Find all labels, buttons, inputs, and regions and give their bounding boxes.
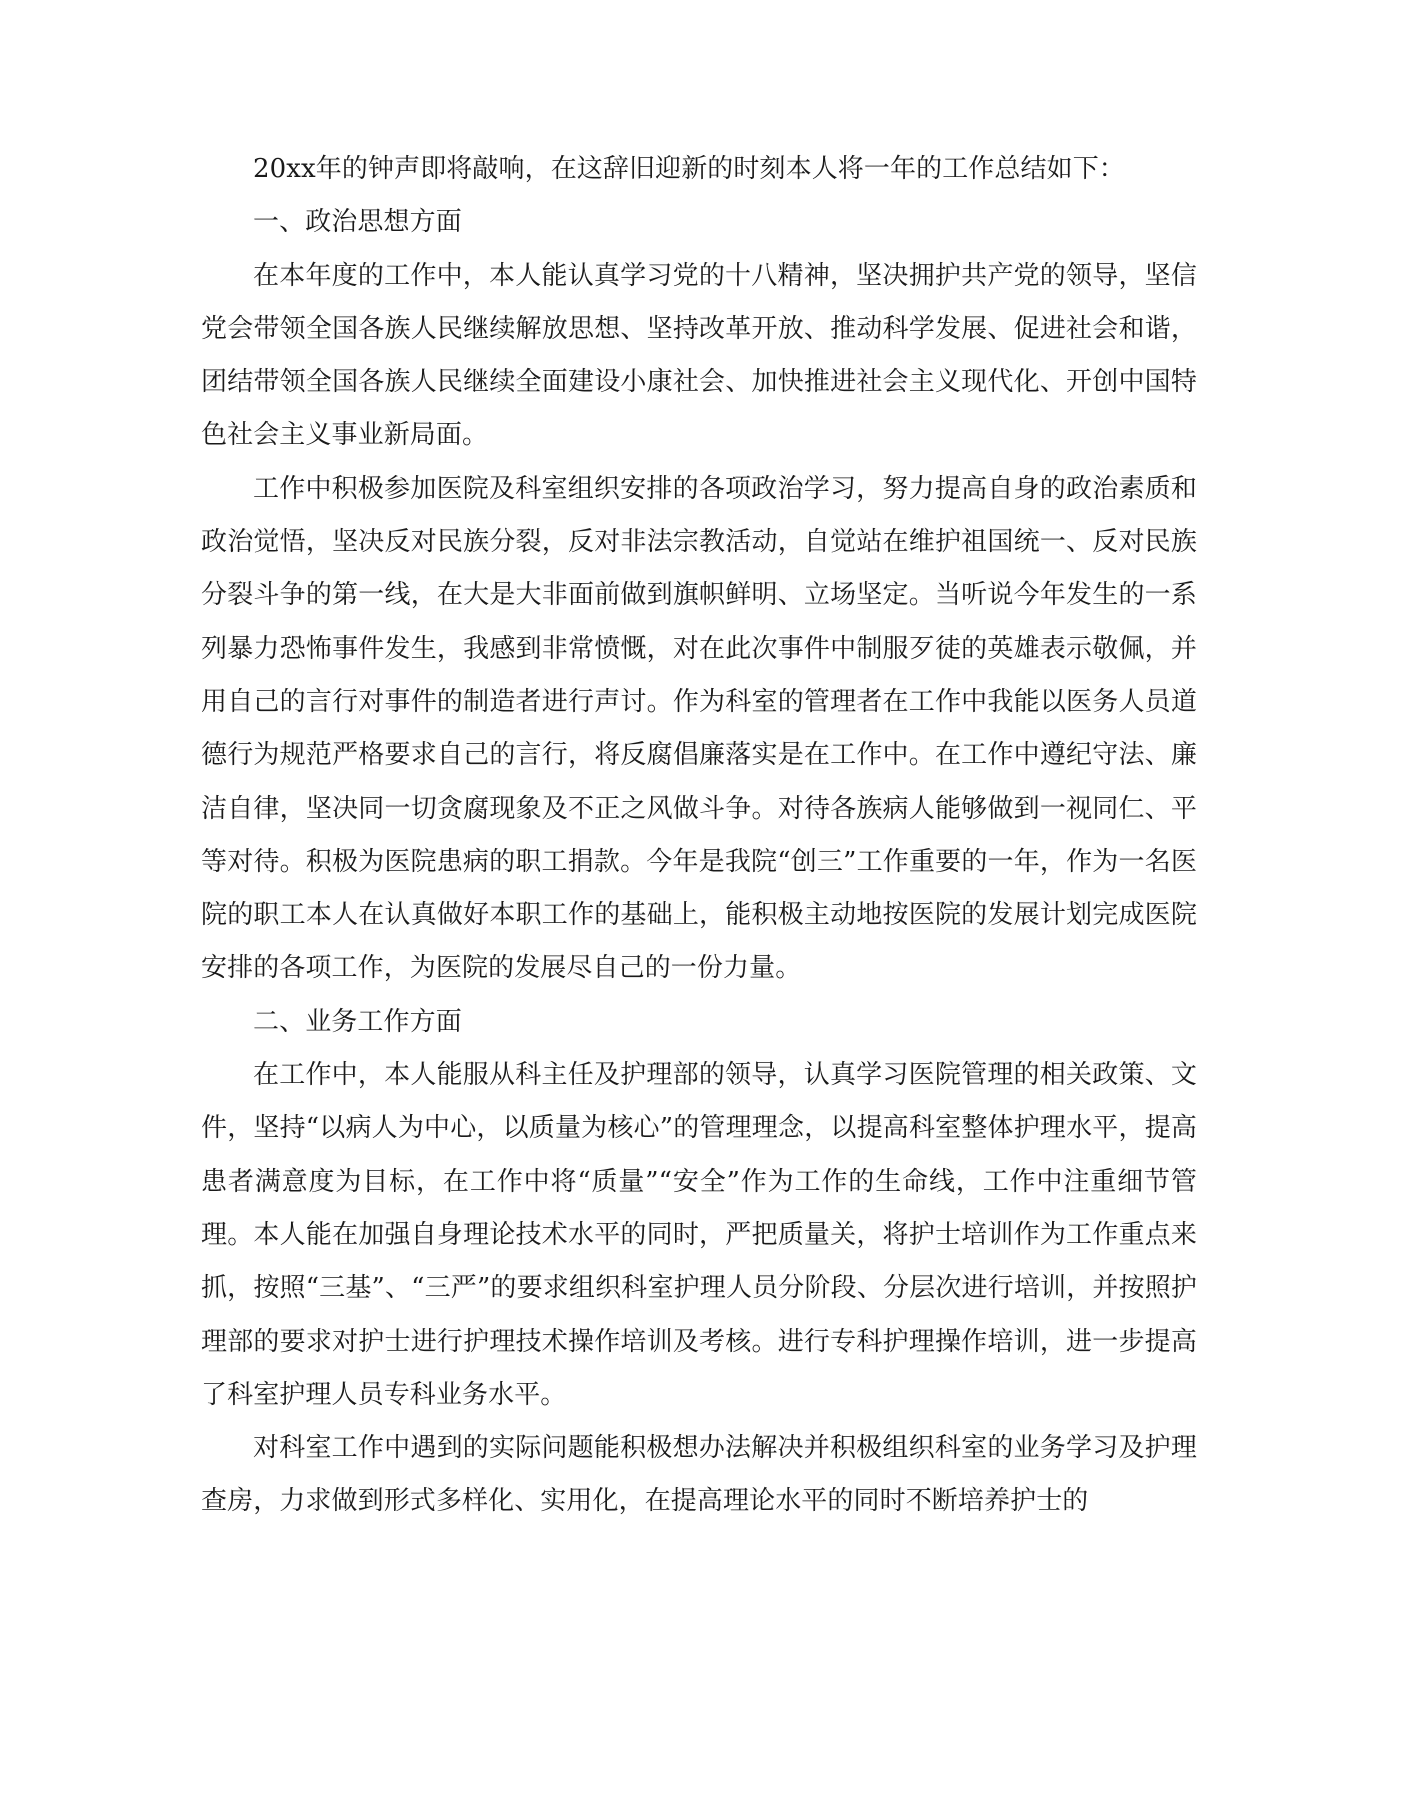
paragraph-business-management: 在工作中，本人能服从科主任及护理部的领导，认真学习医院管理的相关政策、文件，坚持“以病人为中心，以质量为核心”的管理理念，以提高科室整体护理水平，提高患者满意度为目标，在工作中将“质量”“安全”作为工作的生命线，工作中注重细节管理。本人能在加强自身理论技术水平的同时，严把质量关，将护士培训作为工作重点来抓，按照“三基”、“三严”的要求组织科室护理人员分阶段、分层次进行培训，并按照护理部的要求对护士进行护理技术操作培训及考核。进行专科护理操作培训，进一步提高了科室护理人员专科业务水平。 bbox=[201, 1060, 1197, 1410]
paragraph-political-work: 工作中积极参加医院及科室组织安排的各项政治学习，努力提高自身的政治素质和政治觉悟，坚决反对民族分裂，反对非法宗教活动，自觉站在维护祖国统一、反对民族分裂斗争的第一线，在大是大非面前做到旗帜鲜明、立场坚定。当听说今年发生的一系列暴力恐怖事件发生，我感到非常愤慨，对在此次事件中制服歹徒的英雄表示敬佩，并用自己的言行对事件的制造者进行声讨。作为科室的管理者在工作中我能以医务人员道德行为规范严格要求自己的言行，将反腐倡廉落实是在工作中。在工作中遵纪守法、廉洁自律，坚决同一切贪腐现象及不正之风做斗争。对待各族病人能够做到一视同仁、平等对待。积极为医院患病的职工捐款。今年是我院“创三”工作重要的一年，作为一名医院的职工本人在认真做好本职工作的基础上，能积极主动地按医院的发展计划完成医院安排的各项工作，为医院的发展尽自己的一份力量。 bbox=[201, 473, 1197, 984]
paragraph-political-study: 在本年度的工作中，本人能认真学习党的十八精神，坚决拥护共产党的领导，坚信党会带领全国各族人民继续解放思想、坚持改革开放、推动科学发展、促进社会和谐，团结带领全国各族人民继续全面建设小康社会、加快推进社会主义现代化、开创中国特色社会主义事业新局面。 bbox=[201, 260, 1197, 451]
paragraph-business-training: 对科室工作中遇到的实际问题能积极想办法解决并积极组织科室的业务学习及护理查房，力求做到形式多样化、实用化，在提高理论水平的同时不断培养护士的 bbox=[201, 1433, 1197, 1517]
section-heading-business: 二、业务工作方面 bbox=[253, 1006, 462, 1037]
section-heading-political: 一、政治思想方面 bbox=[253, 207, 462, 238]
document-body bbox=[201, 143, 1197, 1529]
intro-paragraph: 20xx年的钟声即将敲响，在这辞旧迎新的时刻本人将一年的工作总结如下： bbox=[253, 154, 1125, 184]
